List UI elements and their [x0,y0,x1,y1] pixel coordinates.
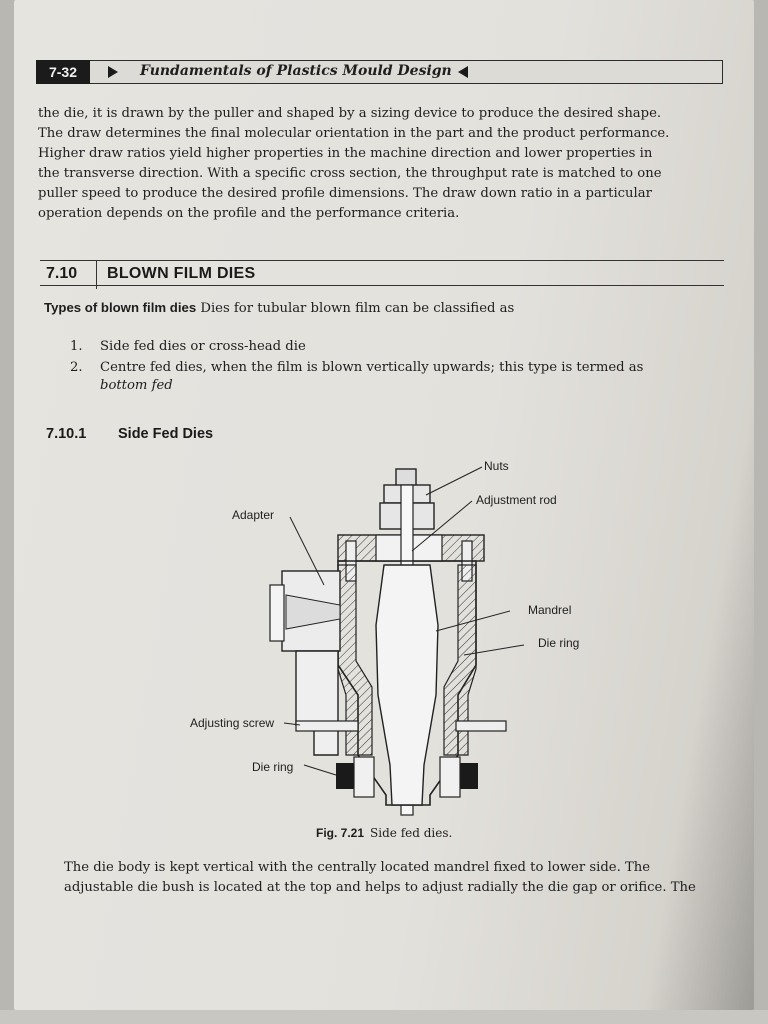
paragraph-line: the die, it is drawn by the puller and shaped by a sizing device to produce the desired shape. [38,106,662,121]
types-text: Dies for tubular blown film can be classified as [200,301,515,316]
paragraph-line: puller speed to produce the desired profile dimensions. The draw down ratio in a particular [38,186,652,201]
intro-paragraph [38,104,728,224]
label-nuts: Nuts [484,459,509,473]
section-number: 7.10 [46,265,78,282]
adjusting-screw-left [296,721,358,731]
label-die-ring-left: Die ring [252,760,294,774]
background-surface [0,1010,768,1024]
die-ring-right-block [460,763,478,789]
label-die-ring-right: Die ring [538,636,580,650]
label-adapter: Adapter [232,508,275,522]
triangle-right-icon [108,66,118,78]
list-text: Side fed dies or cross-head die [100,339,306,354]
label-adjustment-rod: Adjustment rod [476,493,557,507]
figure-caption-text: Side fed dies. [370,826,453,840]
paragraph-line: the transverse direction. With a specific cross section, the throughput rate is matched to one [38,166,662,181]
subsection-title: Side Fed Dies [118,426,214,442]
triangle-left-icon [458,66,468,78]
label-adjusting-screw: Adjusting screw [190,716,275,730]
list-text: Centre fed dies, when the film is blown vertically upwards; this type is termed as [100,360,644,375]
adjusting-screw-right [456,721,506,731]
mandrel [376,565,438,805]
book-title: Fundamentals of Plastics Mould Design [140,63,452,79]
list-number: 2. [70,360,83,375]
paragraph-line: The die body is kept vertical with the centrally located mandrel fixed to lower side. The [64,860,651,875]
list-text-continued: bottom fed [100,378,173,393]
paragraph-line: Higher draw ratios yield higher properties in the machine direction and lower properties in [38,146,653,161]
types-line [44,300,514,316]
side-fed-die-figure [186,455,596,830]
label-mandrel: Mandrel [528,603,572,617]
paragraph-line: operation depends on the profile and the performance criteria. [38,206,460,221]
section-rule-bottom [40,285,724,286]
section-title: BLOWN FILM DIES [107,265,256,282]
paragraph-line: adjustable die bush is located at the top and helps to adjust radially the die gap or orifice. The [64,880,696,895]
list-number: 1. [70,339,83,354]
subsection-number: 7.10.1 [46,426,87,442]
die-ring-left-block [336,763,354,789]
types-label: Types of blown film dies [44,300,197,315]
figure-number: Fig. 7.21 [316,826,365,840]
figure-caption [316,826,452,840]
paragraph-line: The draw determines the final molecular orientation in the part and the product performance. [38,126,670,141]
top-nut [396,469,416,487]
section-rule-top [40,260,724,261]
page-number: 7-32 [36,60,90,84]
closing-paragraph [64,858,724,898]
